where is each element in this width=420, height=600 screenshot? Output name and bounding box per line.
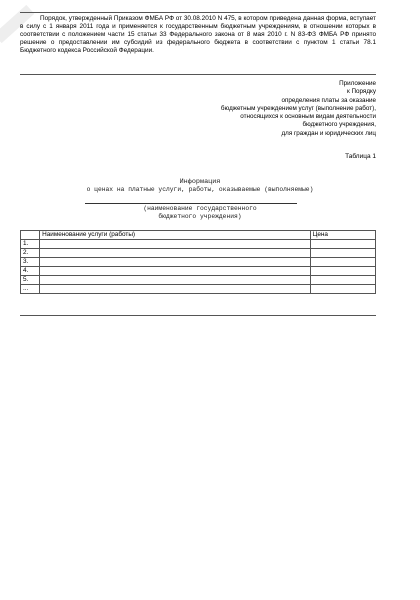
row-price <box>310 285 375 294</box>
table-row <box>21 285 376 294</box>
table-row <box>21 240 376 249</box>
form-title: Информация <box>179 178 221 186</box>
form-subtitle: о ценах на платные услуги, работы, оказываемые (выполняемые) <box>86 186 314 193</box>
row-service-name <box>40 240 311 249</box>
bottom-divider <box>20 315 376 316</box>
table-header-row <box>21 231 376 240</box>
appendix-line: бюджетным учреждением услуг (выполнение работ), <box>220 104 376 112</box>
row-price <box>310 249 375 258</box>
row-service-name <box>40 249 311 258</box>
appendix-reference <box>166 80 376 138</box>
row-price <box>310 240 375 249</box>
price-table <box>20 230 376 294</box>
row-number: 5. <box>21 276 40 285</box>
row-number: 2. <box>21 249 40 258</box>
header-service-name: Наименование услуги (работы) <box>40 231 311 240</box>
row-number: 4. <box>21 267 40 276</box>
appendix-line: Приложение <box>339 80 376 87</box>
row-number: 3. <box>21 258 40 267</box>
institution-name-blank <box>85 203 297 204</box>
caption-line: бюджетного учреждения) <box>158 213 242 220</box>
row-number: ... <box>21 285 40 294</box>
table-number-label: Таблица 1 <box>345 153 376 160</box>
row-price <box>310 258 375 267</box>
row-price <box>310 276 375 285</box>
header-price: Цена <box>310 231 375 240</box>
table-row <box>21 267 376 276</box>
note-divider <box>20 74 376 75</box>
appendix-line: к Порядку <box>346 88 376 96</box>
row-service-name <box>40 285 311 294</box>
institution-caption <box>0 205 400 221</box>
appendix-line: бюджетного учреждения, <box>302 121 376 129</box>
appendix-line: для граждан и юридических лиц <box>281 129 376 137</box>
row-price <box>310 267 375 276</box>
table-row <box>21 258 376 267</box>
table-row <box>21 249 376 258</box>
row-service-name <box>40 276 311 285</box>
caption-line: (наименование государственного <box>143 205 257 212</box>
row-number: 1. <box>21 240 40 249</box>
header-number <box>21 231 40 240</box>
row-service-name <box>40 258 311 267</box>
top-divider <box>20 12 376 13</box>
row-service-name <box>40 267 311 276</box>
appendix-line: относящихся к основным видам деятельности <box>240 113 376 121</box>
table-row <box>21 276 376 285</box>
effective-date-note: Порядок, утвержденный Приказом ФМБА РФ от 30.08.2010 N 475, в котором приведена данная форма, вступает в силу с 1 января 2011 года и применяется к государственным бюджетным учреждениям, в отношении которых в соответствии с положением части 15 статьи 33 Федерального закона от 8 мая 2010 г. N 83-ФЗ ФМБА РФ принято решение о предоставлении им субсидий из федерального бюджета в соответствии с пунктом 1 статьи 78.1 Бюджетного кодекса Российской Федерации. <box>20 15 376 54</box>
appendix-line: определения платы за оказание <box>281 96 376 104</box>
